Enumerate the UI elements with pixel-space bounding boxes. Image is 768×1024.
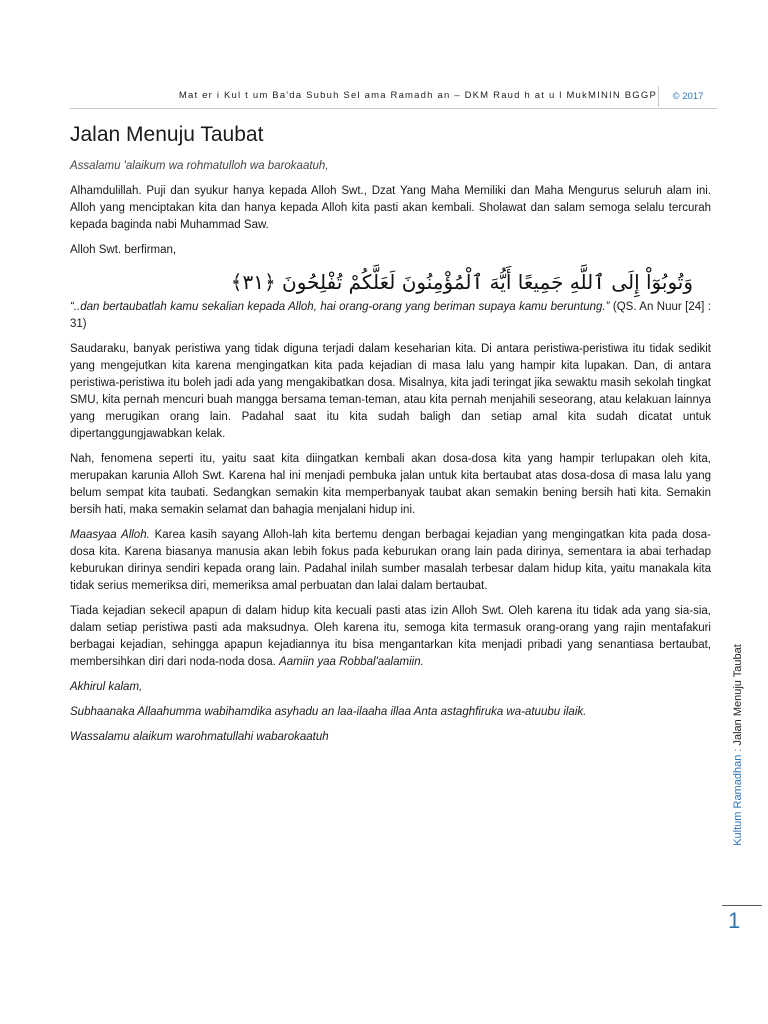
document-title: Jalan Menuju Taubat [70,123,264,146]
paragraph-maasyaa-alloh [70,527,711,595]
greeting: Assalamu 'alaikum wa rohmatulloh wa barokaatuh, [70,160,329,172]
tiada-kejadian-text: Tiada kejadian sekecil apapun di dalam hidup kita kecuali pasti atas izin Alloh Swt. Oleh karena itu tidak ada yang sia-sia, dalam setiap peristiwa pasti ada maksudnya. Oleh karena itu, semoga kita termasuk orang-orang yang rajin mentafakuri berbagai kejadian, sehingga apapun kejadiannya itu bisa mengantarkan kita menjadi pribadi yang senantiasa bertaubat, membersihkan diri dari noda-noda dosa. [70,605,711,668]
series-label: Kultum Ramadhan : [732,748,744,846]
arabic-verse: وَتُوبُوٓاْ إِلَى ٱللَّهِ جَمِيعًا أَيُّهَ ٱلْمُؤْمِنُونَ لَعَلَّكُمْ تُفْلِحُونَ ﴿٣١﴾ [230,270,693,294]
aamiin-text: Aamiin yaa Robbal'aalamiin. [279,656,424,668]
verse-translation [70,299,711,333]
maasyaa-alloh-text: Maasyaa Alloh. [70,529,150,541]
page-number: 1 [728,908,741,933]
closing-doa: Subhaanaka Allaahumma wabihamdika asyhadu an laa-ilaaha illaa Anta astaghfiruka wa-atuubu ilaik. [70,706,587,718]
paragraph-intro: Alhamdulillah. Puji dan syukur hanya kepada Alloh Swt., Dzat Yang Maha Memiliki dan Maha Mengurus seluruh alam ini. Alloh yang menciptakan kita dan hanya kepada Alloh kita pasti akan kembali. Sholawat dan salam semoga selalu tercurah kepada baginda nabi Muhammad Saw. [70,185,711,231]
closing-salam: Wassalamu alaikum warohmatullahi wabarokaatuh [70,731,329,743]
paragraph-fenomena: Nah, fenomena seperti itu, yaitu saat kita diingatkan kembali akan dosa-dosa kita yang hampir terlupakan oleh kita, merupakan karunia Alloh Swt. Karena hal ini menjadi pembuka jalan untuk kita bertaubat atas dosa-dosa di masa lalu yang belum sempat kita taubati. Sedangkan semakin kita memperbanyak taubat akan semakin bening bersih hati kita. Semakin bersih hati, maka semakin selamat dan bahagia menjalani hidup ini. [70,453,711,516]
verse-reference: (QS. An Nuur [24] : 31) [70,301,711,330]
page-header [70,86,717,109]
closing-akhirul-kalam: Akhirul kalam, [70,681,143,693]
paragraph-peristiwa: Saudaraku, banyak peristiwa yang tidak diguna terjadi dalam keseharian kita. Di antara peristiwa-peristiwa itu tidak sedikit yang mengejutkan kita karena mengingatkan kita pada kejadian di masa lalu yang hampir kita lupakan. Dan, di antara peristiwa-peristiwa itu boleh jadi ada yang mengakibatkan dosa. Misalnya, kita jadi teringat jika sewaktu masih sekolah tingkat SMU, kita pernah mencuri buah mangga bersama teman-teman, atau kita pernah menjahili seseorang, atau kelakuan lainnya yang merugikan orang lain. Padahal saat itu kita sudah baligh dan setiap amal kita sudah dicatat untuk dipertanggungjawabkan kelak. [70,343,711,440]
page-number-divider [722,905,762,906]
translation-text: “..dan bertaubatlah kamu sekalian kepada Alloh, hai orang-orang yang beriman supaya kamu beruntung.” [70,301,610,313]
paragraph-firman: Alloh Swt. berfirman, [70,244,177,256]
header-copyright-year: © 2017 [658,86,717,107]
paragraph-tiada-kejadian [70,603,711,671]
paragraph-kasih-sayang: Karea kasih sayang Alloh-lah kita bertemu dengan berbagai kejadian yang mengingatkan kita pada dosa-dosa kita. Karena biasanya manusia akan lebih fokus pada keburukan orang lain pada dirinya, sementara ia abai terhadap keburukan dirinya sendiri kepada orang lain. Padahal inilah sumber masalah terbesar dalam hidup kita, yaitu manakala kita tidak serius memeriksa diri, memeriksa amal perbuatan dan lalai dalam bertaubat. [70,529,711,592]
header-title: Mat er i Kul t um Ba'da Subuh Sel ama Ramadh an – DKM Raud h at u l MukMININ BGGP [178,90,657,101]
running-title: Jalan Menuju Taubat [732,644,744,749]
document-body [70,122,711,754]
vertical-running-title [728,600,748,890]
